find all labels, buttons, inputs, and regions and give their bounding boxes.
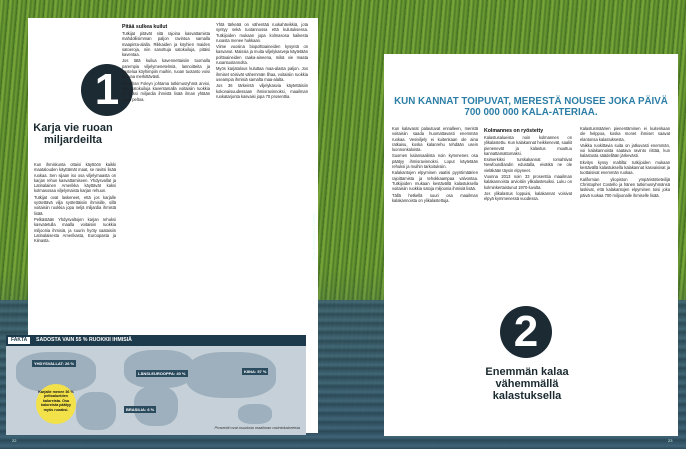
section-number-1: 1 (81, 64, 133, 116)
right-column-2 (484, 126, 572, 296)
paragraph: Jos 36 tärkeintä viljelykasvia käytettäisiin kokonaisuudessaan ihmisravinnoksi, maailman ruokatarjonta kasvaisi jopa 70 prosenttia. (216, 83, 308, 99)
paragraph: Tällä hetkellä suuri osa maailman kalakannoista on ylikalastettuja. (392, 192, 478, 203)
photo-credit: Kuva: Shutterstock & Pixabay (312, 213, 316, 260)
world-map (6, 346, 306, 435)
paragraph: Kalifornian yliopiston ympäristötieteilijä Christopher Costello ja hänen tutkimusryhmänsä laskivat, että kalakantojen elpyminen toisi joka päivä ruokaa 700 miljoonalle ihmiselle lisää. (580, 176, 670, 198)
left-page (11, 18, 318, 433)
paragraph: Kalakantojen elpyminen vaatisi pyyntimäärien rajoittamista ja tehokkaampaa valvontaa. Tutkijoiden mukaan kestävällä kalastuksella voitaisiin ruokkia satoja miljoonia ihmisiä lisää. (392, 170, 478, 192)
right-column-1 (392, 126, 478, 430)
label-europe: LÄNSI-EUROOPPA: 40 % (138, 371, 186, 376)
fakta-tag: FAKTA (8, 337, 30, 344)
right-subtitle: Enemmän kalaa vähemmällä kalastuksella (485, 366, 569, 402)
label-usa: YHDYSVALLAT: 26 % (34, 361, 75, 366)
fakta-box (6, 335, 306, 435)
paragraph: Ekvitys kyssy maltilta: tutkijoiden mukaan kestävällä kalastuksella kalakannat kasvaisivat ja tuottaisivat enemmän ruokaa. (580, 159, 670, 176)
paragraph: Jos tätä kuilua kavennettaisiin tuomalla parempia viljelymenetelmiä, lannoitteita ja kastelua köyhimpiin maihin, ruoan tuotanto voisi kasvaa merkittävästi. (122, 58, 210, 80)
map-south-america (76, 392, 116, 430)
left-title: Karja vie ruoan miljardeilta (33, 122, 113, 146)
right-page (384, 54, 678, 436)
paragraph: Kalastusmäärien pienentäminen ei kuitenkaan ole helppoa, koska monet ihmiset saavat elantonsa kalastuksesta. (580, 126, 670, 142)
page-number-right: 23 (668, 438, 673, 443)
paragraph: Esimerkiksi turskakannat romahtivat Newfoundlandin edustalla, eivätkä ne ole vieläkään täysin elpyneet. (484, 157, 572, 173)
paragraph: Kun ihmiskunta ottaisi käyttöön kaikki maatalouden käyttämät maat, se ravitsi lisää ruokaa. Sen sijaan iso osa viljelymaasta on karjan rehun kasvattamiseen. Yhdysvallat ja Latinalainen Amerikka käyttävät kaksi kolmasosaa viljelymaista karjan rehuun. (34, 162, 116, 194)
map-caption: Prosentit ovat osuuksia maailman ravintokaloreista (214, 426, 300, 430)
left-column-3 (216, 22, 308, 348)
paragraph: Myös karjatalous kuluttaa maa-alasta paljon. Jos ihmiset söisivät vähemmän lihaa, voitaisiin ruokkia useampia ihmisiä samalta maa-alalta. (216, 66, 308, 82)
fakta-header (6, 335, 306, 346)
section-number-2: 2 (500, 306, 552, 358)
paragraph: Tutkijat ovat laskeneet, että jos karjalle syötettävä vilja syötettäisiin ihmisille, sillä voitaisiin ruokkia jopa neljä miljardia ihmistä lisää. (34, 194, 116, 216)
paragraph: Pelkästään Yhdysvaltojen karjan rehuksi kasvatetulla maalla voitaisiin ruokkia miljoonia ihmisiä, ja suurin hyöty saataisiin Latinalaisesta Amerikasta, Euroopasta ja Kiinasta. (34, 216, 116, 244)
paragraph: Viime vuosina biopolttoaineiden kysyntä on kasvanut. Maissia ja muita viljelykasveja käytetään polttoaineiden raaka-aineena, mikä vie maata ruoantuotannolta. (216, 44, 308, 66)
label-china: KIINA: 57 % (244, 369, 267, 374)
left-column-1 (34, 162, 116, 348)
paragraph: Jos ylikalastus loppuisi, kalakannat voisivat elpyä kymmenessä vuodessa. (484, 190, 572, 202)
map-australia (238, 404, 272, 424)
paragraph: Vaikka ruokittavia suita on jatkuvasti enemmän, voi kalakannoista saatava ravinto riittää, kun kalastusta säädellään järkevästi. (580, 142, 670, 159)
paragraph: Tutkijat pitävät sitä rajoina kasvattamista mahdollisimman paljon ravintoa samalla maapinta-alalla. Rikkaiden ja köyhien maiden satoeroja, niin sanottuja satokuiluja, pitäisi kaventaa. (122, 31, 210, 58)
paragraph: Suomen kalansaaliista noin kymmenes osa päätyy ihmisravinnoksi. Loput käytetään rehuksi ja muihin tarkoituksiin. (392, 153, 478, 170)
info-bubble: Karjalle menee 36 % peltoalueiden kaloreista. Osa kaloreista päätyy myös ruoaksi. (36, 384, 76, 424)
paragraph: Vuonna 2013 noin 33 prosenttia maailman kalakannoista arvioitiin ylikalastetuiksi. Luku on kolminkertaistunut 1970-luvulta. (484, 174, 572, 190)
right-headline: KUN KANNAT TOIPUVAT, MERESTÄ NOUSEE JOKA PÄIVÄ 700 000 000 KALA-ATERIAA. (394, 96, 668, 118)
map-asia (186, 352, 276, 398)
left-column-2 (122, 22, 210, 348)
paragraph: Yhtä tärkeää on vähentää ruokahävikkiä, jota syntyy sekä tuotannossa että kulutuksessa. Tutkijoiden mukaan jopa kolmasosa kaikesta ruoasta menee hukkaan. (216, 22, 308, 43)
paragraph: Kun kalavarat palautuvat ennalleen, meristä voitaisiin saada huomattavasti enemmän ruokaa. Vesiviljely ei kuitenkaan ole aina ratkaisu, koska kalanrehu tehdään usein luonnonkaloista. (392, 126, 478, 153)
map-eurasia (124, 350, 194, 388)
paragraph: Jonathan Foleyn johtama tutkimusryhmä arvioi, että satokuiluja kaventamalla voitaisiin ruokkia yli kaksi miljardia ihmistä lisää ilman yhtään uutta peltoa. (122, 80, 210, 102)
section-heading: Pitää sulkea kuilut (122, 24, 168, 30)
fakta-title: SADOSTA VAIN 55 % RUOKKII IHMISIÄ (36, 337, 132, 343)
page-number-left: 22 (12, 438, 17, 443)
section-heading: Kolmannes on ryöstetty (484, 128, 544, 134)
label-brazil: BRASILIA: 6 % (126, 407, 155, 412)
right-column-3 (580, 126, 670, 430)
paragraph: Kalastusalueista noin kolmannes on ylikalastettu. Kun kalakannat heikkenevät, saaliit pienenevät ja kalastus muuttuu kannattamattomaksi. (484, 135, 572, 156)
